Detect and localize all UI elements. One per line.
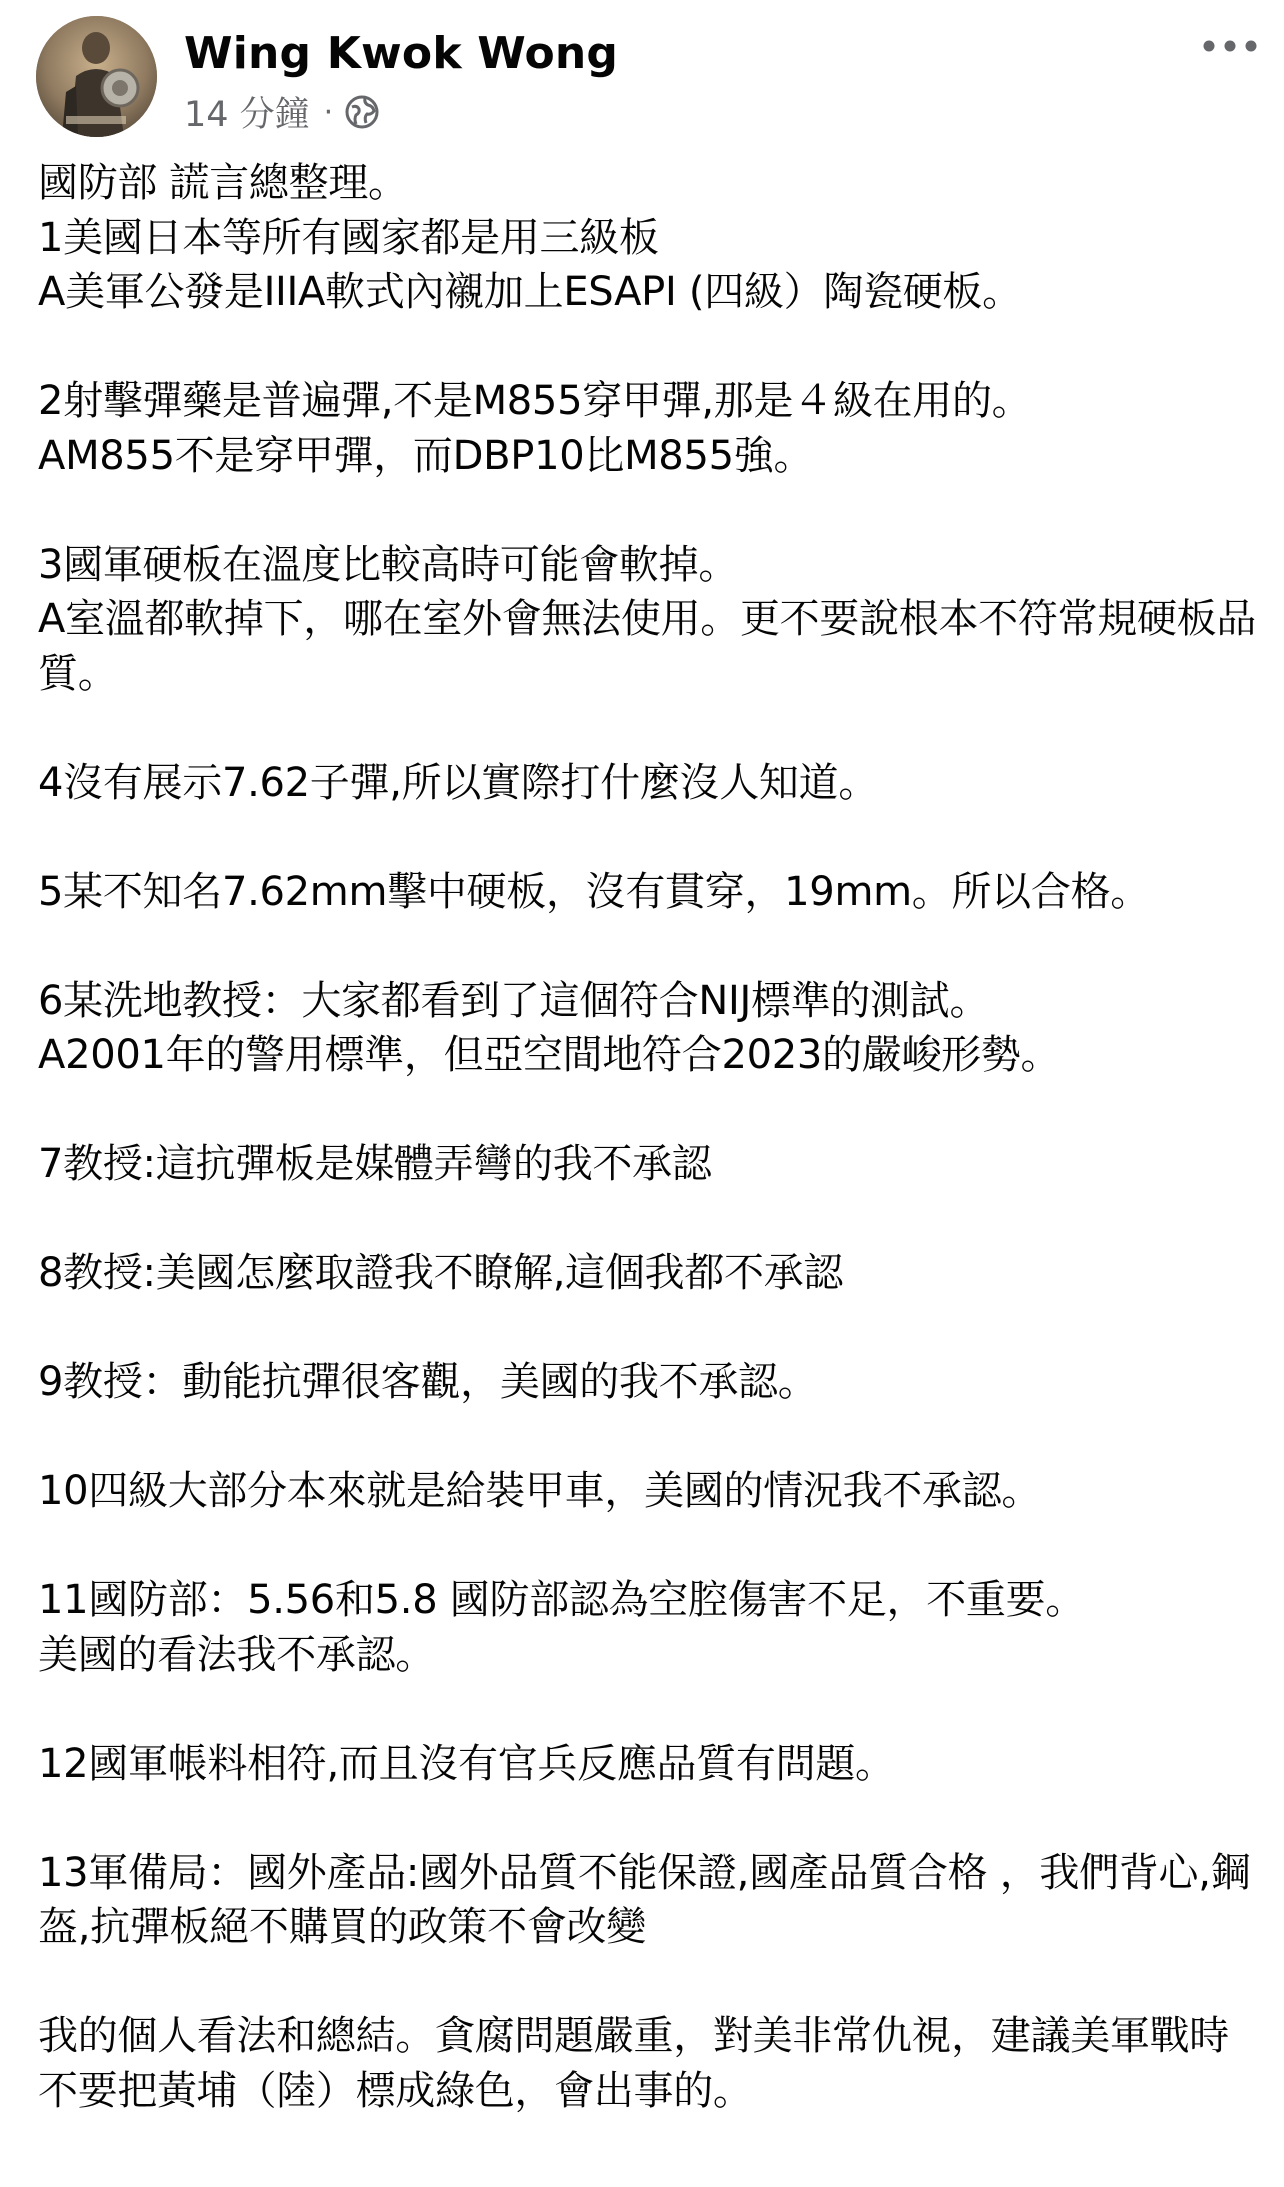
post-body [38,156,1258,2118]
post-paragraph: 5某不知名7.62mm擊中硬板，沒有貫穿，19mm。所以合格。 [38,868,1150,915]
post-paragraph: 國防部 謊言總整理。 1美國日本等所有國家都是用三級板 A美軍公發是IIIA軟式內襯加上ESAPI (四級）陶瓷硬板。 [38,160,1022,315]
post-timestamp[interactable]: 14 分鐘 [184,95,310,135]
post-paragraph: 10四級大部分本來就是給裝甲車，美國的情況我不承認。 [38,1468,1042,1514]
post-paragraph: 13軍備局：國外產品:國外品質不能保證,國產品質合格 ，我們背心,鋼盔,抗彈板絕不購買的政策不會改變 [38,1849,1251,1950]
post-header [0,0,1284,150]
post-paragraph: 9教授：動能抗彈很客觀，美國的我不承認。 [38,1359,818,1405]
post-paragraph: 6某洗地教授：大家都看到了這個符合NIJ標準的測試。 A2001年的警用標準，但亞空間地符合2023的嚴峻形勢。 [38,977,1061,1078]
post-paragraph: 8教授:美國怎麼取證我不瞭解,這個我都不承認 [38,1250,844,1296]
post-paragraph: 7教授:這抗彈板是媒體弄彎的我不承認 [38,1141,712,1187]
meta-separator: · [323,94,334,130]
post-paragraph: 11國防部：5.56和5.8 國防部認為空腔傷害不足，不重要。 美國的看法我不承認。 [38,1577,1085,1678]
post-paragraph: 4沒有展示7.62子彈,所以實際打什麼沒人知道。 [38,759,879,806]
post-paragraph: 3國軍硬板在溫度比較高時可能會軟掉。 A室溫都軟掉下，哪在室外會無法使用。更不要說根本不符常規硬板品質。 [38,541,1257,697]
more-options-button[interactable] [1198,22,1262,70]
globe-icon[interactable] [343,93,381,131]
more-horizontal-icon [1202,39,1258,53]
post-paragraph: 12國軍帳料相符,而且沒有官兵反應品質有問題。 [38,1740,895,1787]
avatar[interactable] [36,16,157,137]
post-paragraph: 2射擊彈藥是普遍彈,不是M855穿甲彈,那是４級在用的。 AM855不是穿甲彈，而DBP10比M855強。 [38,378,1032,479]
post-paragraph: 我的個人看法和總結。貪腐問題嚴重，對美非常仇視，建議美軍戰時不要把黃埔（陸）標成綠色，會出事的。 [38,2013,1229,2114]
author-name[interactable]: Wing Kwok Wong [184,28,619,79]
post-meta [184,88,381,136]
